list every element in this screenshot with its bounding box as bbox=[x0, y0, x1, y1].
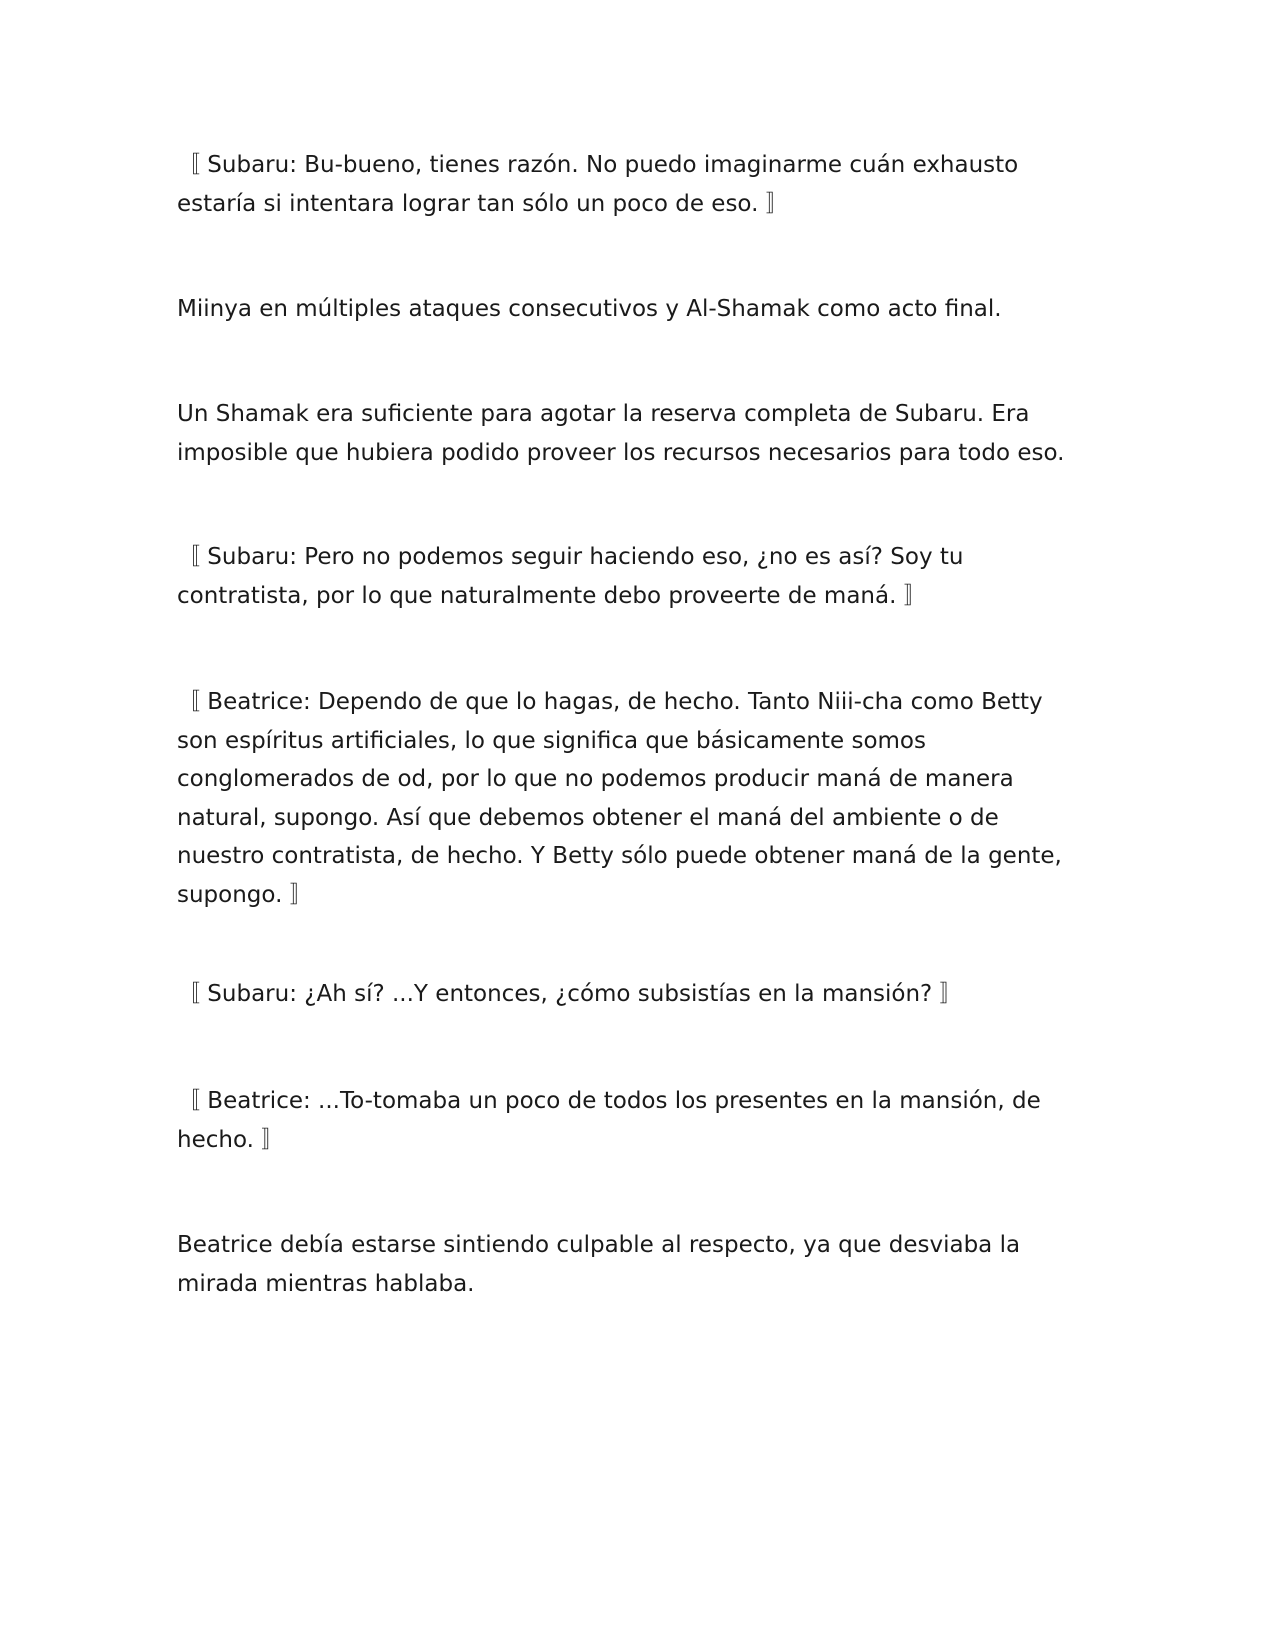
paragraph-8 bbox=[177, 1226, 1107, 1303]
text-line: imposible que hubiera podido proveer los recursos necesarios para todo eso. bbox=[177, 439, 1065, 466]
text-line: son espíritus artificiales, lo que significa que básicamente somos bbox=[177, 727, 926, 754]
text-line: estaría si intentara lograr tan sólo un poco de eso. 〛 bbox=[177, 190, 789, 217]
paragraph-5 bbox=[177, 683, 1107, 914]
text-line: 〚 Subaru: ¿Ah sí? ...Y entonces, ¿cómo subsistías en la mansión? 〛 bbox=[177, 981, 963, 1007]
text-line: 〚 Beatrice: ...To-tomaba un poco de todos los presentes en la mansión, de bbox=[177, 1088, 1041, 1114]
paragraph-6 bbox=[177, 975, 1107, 1014]
paragraph-4 bbox=[177, 538, 1107, 615]
text-line: Un Shamak era suficiente para agotar la reserva completa de Subaru. Era bbox=[177, 401, 1030, 427]
text-line: Beatrice debía estarse sintiendo culpable al respecto, ya que desviaba la bbox=[177, 1232, 1021, 1258]
text-line: Miinya en múltiples ataques consecutivos y Al-Shamak como acto final. bbox=[177, 296, 1002, 322]
text-line: 〚 Subaru: Bu-bueno, tienes razón. No puedo imaginarme cuán exhausto bbox=[177, 152, 1019, 178]
text-line: hecho. 〛 bbox=[177, 1126, 285, 1153]
paragraph-2 bbox=[177, 290, 1107, 329]
paragraph-3 bbox=[177, 395, 1107, 472]
text-line: conglomerados de od, por lo que no podemos producir maná de manera bbox=[177, 766, 1014, 792]
text-line: nuestro contratista, de hecho. Y Betty sólo puede obtener maná de la gente, bbox=[177, 843, 1062, 869]
text-line: contratista, por lo que naturalmente debo proveerte de maná. 〛 bbox=[177, 582, 927, 609]
text-line: 〚 Subaru: Pero no podemos seguir haciendo eso, ¿no es así? Soy tu bbox=[177, 544, 964, 570]
paragraph-7 bbox=[177, 1082, 1107, 1159]
text-line: supongo. 〛 bbox=[177, 881, 313, 908]
text-line: mirada mientras hablaba. bbox=[177, 1270, 475, 1297]
text-line: natural, supongo. Así que debemos obtener el maná del ambiente o de bbox=[177, 804, 999, 831]
paragraph-1 bbox=[177, 146, 1107, 223]
text-line: 〚 Beatrice: Dependo de que lo hagas, de hecho. Tanto Niii-cha como Betty bbox=[177, 689, 1043, 715]
